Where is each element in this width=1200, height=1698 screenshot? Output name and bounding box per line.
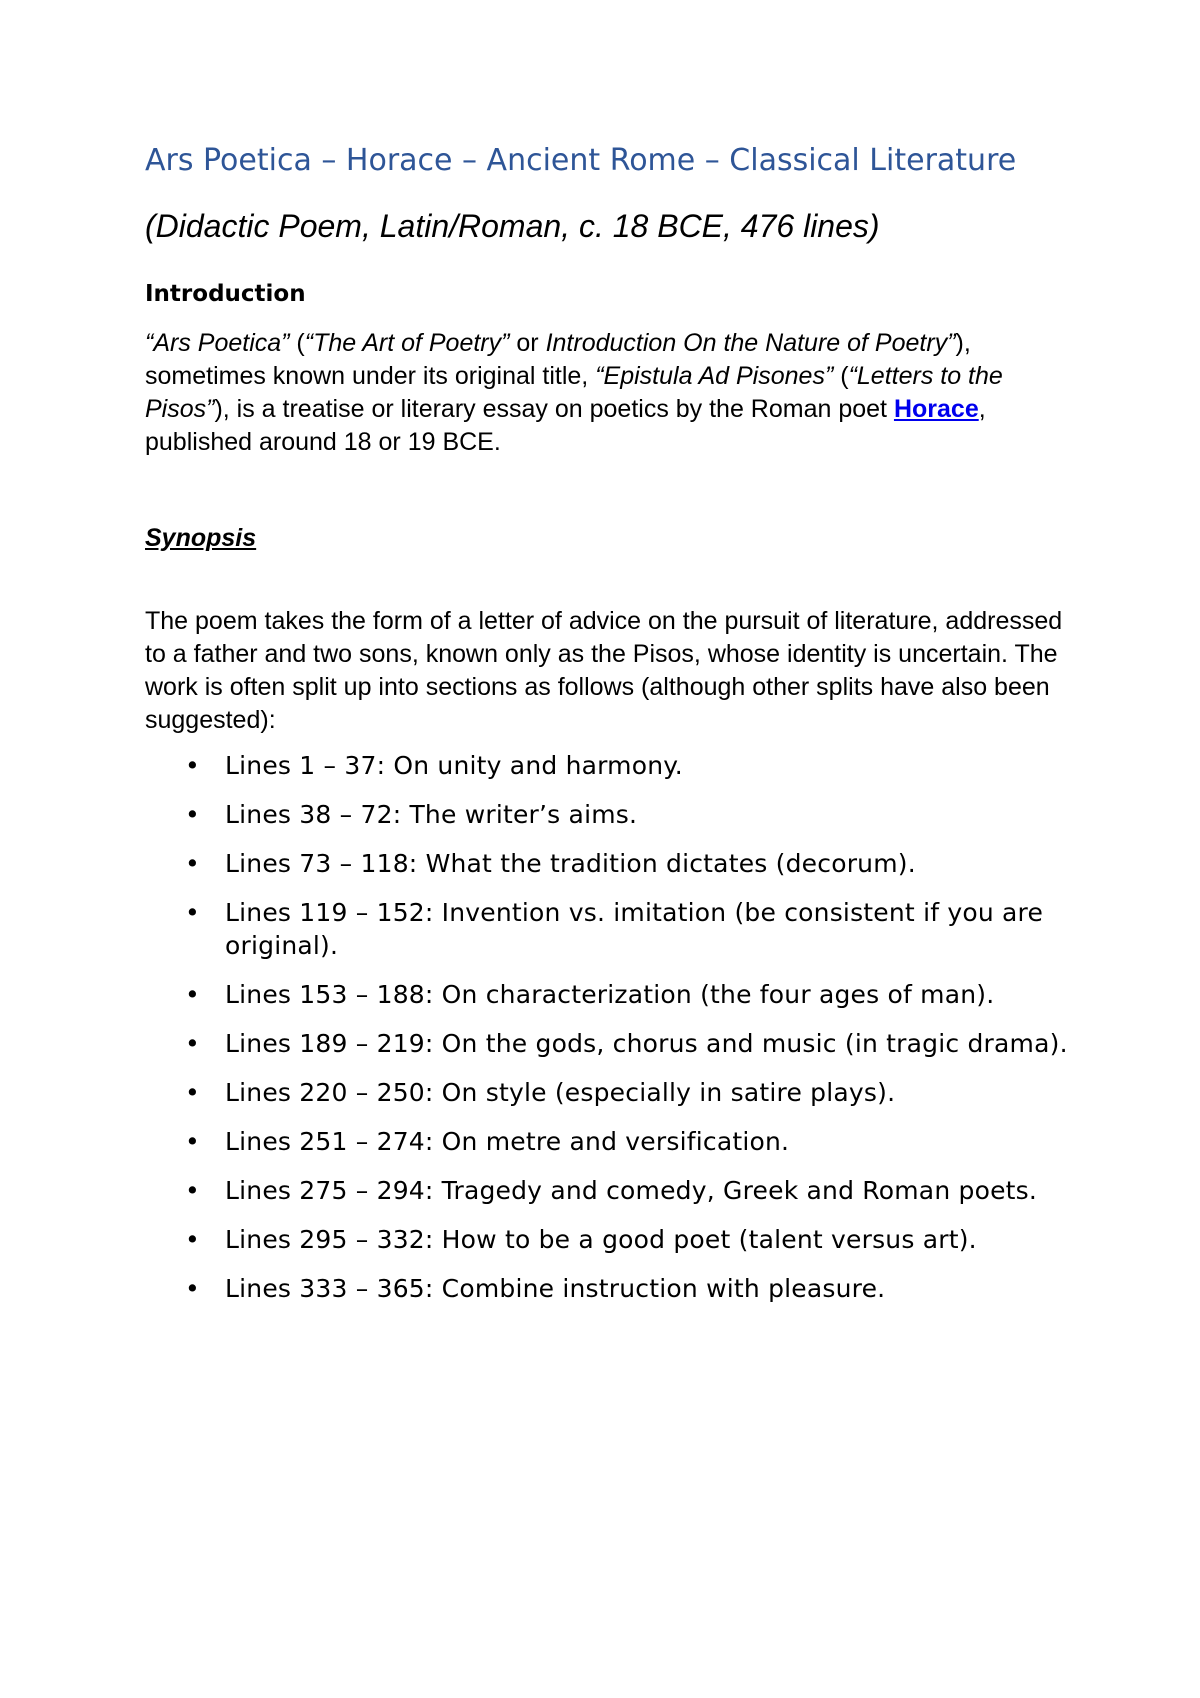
list-item-text: Lines 220 – 250: On style (especially in satire plays). bbox=[225, 1078, 896, 1107]
intro-italic-epistula: “Epistula Ad Pisones” bbox=[595, 362, 834, 390]
bullet-icon: • bbox=[185, 800, 200, 829]
list-item-text: Lines 189 – 219: On the gods, chorus and music (in tragic drama). bbox=[225, 1029, 1068, 1058]
intro-text: , published around 18 or 19 BCE. bbox=[145, 395, 986, 456]
bullet-icon: • bbox=[185, 1274, 200, 1303]
bullet-icon: • bbox=[185, 1029, 200, 1058]
list-item bbox=[145, 749, 1075, 782]
line-sections-list bbox=[145, 749, 1075, 1305]
bullet-icon: • bbox=[185, 751, 200, 780]
synopsis-heading: Synopsis bbox=[145, 524, 257, 552]
list-item bbox=[145, 1223, 1075, 1256]
list-item-text: Lines 1 – 37: On unity and harmony. bbox=[225, 751, 683, 780]
intro-text: ( bbox=[833, 362, 849, 390]
bullet-icon: • bbox=[185, 1176, 200, 1205]
list-item bbox=[145, 1076, 1075, 1109]
bullet-icon: • bbox=[185, 898, 200, 927]
intro-text: ), is a treatise or literary essay on poetics by the Roman poet bbox=[214, 395, 894, 423]
document-title: Ars Poetica – Horace – Ancient Rome – Classical Literature bbox=[145, 143, 1017, 178]
list-item bbox=[145, 798, 1075, 831]
intro-italic-ars-poetica: “Ars Poetica” bbox=[145, 329, 290, 357]
list-item bbox=[145, 978, 1075, 1011]
introduction-paragraph bbox=[145, 327, 1075, 459]
list-item bbox=[145, 1174, 1075, 1207]
horace-link[interactable]: Horace bbox=[893, 395, 979, 423]
list-item-text: Lines 73 – 118: What the tradition dictates (decorum). bbox=[225, 849, 916, 878]
list-item-text: Lines 38 – 72: The writer’s aims. bbox=[225, 800, 638, 829]
intro-text: ), sometimes known under its original title, bbox=[145, 329, 971, 390]
list-item bbox=[145, 896, 1075, 962]
list-item-text: Lines 295 – 332: How to be a good poet (talent versus art). bbox=[225, 1225, 977, 1254]
bullet-icon: • bbox=[185, 1127, 200, 1156]
bullet-icon: • bbox=[185, 1225, 200, 1254]
list-item-text: Lines 251 – 274: On metre and versification. bbox=[225, 1127, 790, 1156]
document-content bbox=[145, 140, 1075, 1321]
intro-text: or bbox=[509, 329, 546, 357]
list-item bbox=[145, 1272, 1075, 1305]
list-item bbox=[145, 1027, 1075, 1060]
list-item-text: Lines 119 – 152: Invention vs. imitation (be consistent if you are original). bbox=[225, 898, 1044, 960]
bullet-icon: • bbox=[185, 980, 200, 1009]
intro-italic-nature-of-poetry: Introduction On the Nature of Poetry” bbox=[545, 329, 956, 357]
introduction-heading: Introduction bbox=[145, 281, 306, 307]
intro-italic-letters-pisos: “Letters to the Pisos” bbox=[145, 362, 1003, 423]
list-item bbox=[145, 1125, 1075, 1158]
bullet-icon: • bbox=[185, 1078, 200, 1107]
document-subtitle: (Didactic Poem, Latin/Roman, c. 18 BCE, 476 lines) bbox=[145, 208, 880, 244]
synopsis-paragraph: The poem takes the form of a letter of advice on the pursuit of literature, addressed to a father and two sons, known only as the Pisos, whose identity is uncertain. The work is often split up into sections as follows (although other splits have also been suggested): bbox=[145, 607, 1063, 734]
list-item-text: Lines 275 – 294: Tragedy and comedy, Greek and Roman poets. bbox=[225, 1176, 1038, 1205]
list-item bbox=[145, 847, 1075, 880]
bullet-icon: • bbox=[185, 849, 200, 878]
intro-text: ( bbox=[289, 329, 305, 357]
list-item-text: Lines 153 – 188: On characterization (the four ages of man). bbox=[225, 980, 995, 1009]
intro-italic-art-of-poetry: “The Art of Poetry” bbox=[304, 329, 510, 357]
list-item-text: Lines 333 – 365: Combine instruction with pleasure. bbox=[225, 1274, 886, 1303]
